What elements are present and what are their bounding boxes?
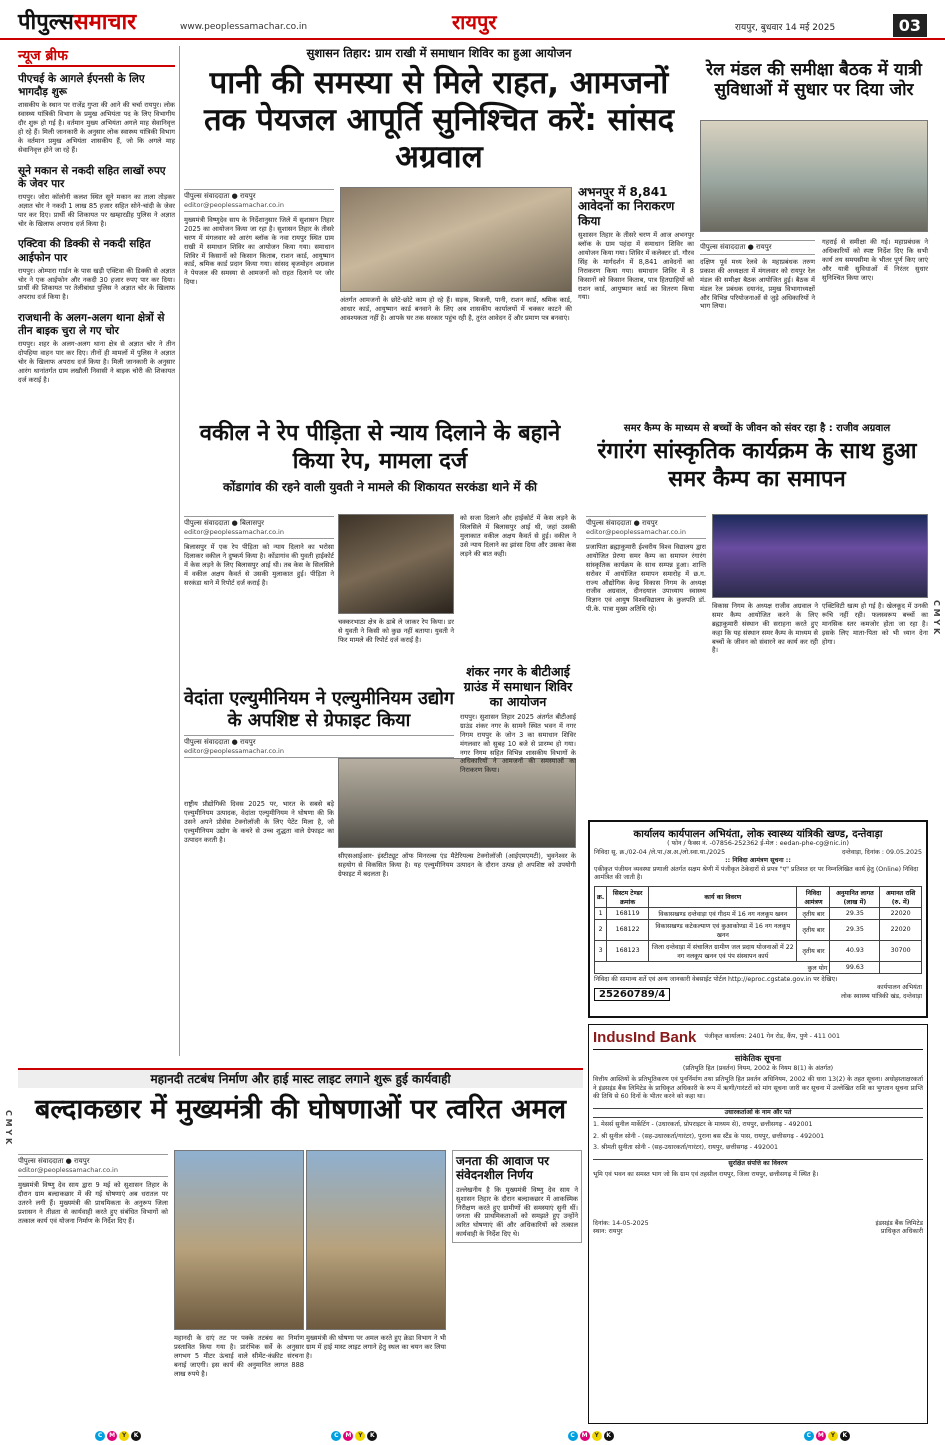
bank-logo: IndusInd Bank — [593, 1029, 697, 1046]
crime-photo — [338, 514, 454, 614]
lead-body-continued: अंतर्गत आमजनों के छोटे-छोटे काम हो रहे हैं। सड़क, बिजली, पानी, राशन कार्ड, श्रमिक कार्ड, आधार कार्ड, आयुष्मान कार्ड बनवाने के लिए अब शासकीय कार्यालयों में चक्कर काटने की आवश्यकता नहीं है। आपके घर तक सरकार पहुंच रही है, तुरंत आवेदन दें और प्रमाण पत्र बनवाएं। — [340, 296, 572, 322]
secured-text: भूमि एवं भवन का समस्त भाग जो कि ग्राम एवं तहसील रायपुर, जिला रायपुर, छत्तीसगढ़ में स्थित है। — [593, 1171, 819, 1179]
lead-headline: पानी की समस्या से मिले राहत, आमजनों तक पेयजल आपूर्ति सुनिश्चित करें: सांसद अग्रवाल — [203, 65, 675, 176]
janata-headline: जनता की आवाज पर संवेदनशील निर्णय — [456, 1154, 550, 1183]
mahanadi-photo-1 — [174, 1150, 304, 1330]
crime-story-body — [184, 512, 334, 587]
byline-text: पीपुल्स संवाददाता ● रायपुर — [18, 1157, 90, 1165]
crime-body-2: चक्करभाठा क्षेत्र के ढाबे ले जाकर रेप किया। डर से युवती ने किसी को कुछ नहीं बताया। युवती ने फिर मामले की रिपोर्ट दर्ज कराई है। — [338, 618, 454, 644]
brief-item — [18, 238, 175, 302]
rail-story-body — [700, 236, 815, 311]
table-cell: 40.93 — [830, 940, 880, 961]
table-cell: 22020 — [880, 907, 922, 919]
crime-byline — [184, 516, 334, 539]
brief-body: रायपुर। शहर के अलग-अलग थाना क्षेत्र से अज्ञात चोर ने तीन दोपहिया वाहन पार कर दिए। तीनों ही मामलों में पुलिस ने अज्ञात चोर के खिलाफ अपराध दर्ज किया है। मिली जानकारी के अनुसार आरंग थानांतर्गत ग्राम लखौली निवासी ने बाइक चोरी की शिकायत दर्ज कराई है। — [18, 340, 175, 385]
summer-camp-body-3: एक्टिविटी खत्म हो गई है। खेलकूद में उनकी रूचि नहीं रही। फलस्वरूप बच्चों का मानसिक स्तर कमजोर होता जा रहा है। इसके लिए माता-पिता को भी ध्यान देना होगा। — [822, 602, 928, 646]
table-cell: 3 — [595, 940, 607, 961]
vedanta-byline — [184, 735, 454, 758]
lead-body: मुख्यमंत्री विष्णुदेव साय के निर्देशानुसार जिले में सुशासन तिहार 2025 का आयोजन किया जा रहा है। सुशासन तिहार के तीसरे चरण में मंगलवार को आरंग ब्लॉक के नवा रायपुर स्थित ग्राम राखी में समाधान शिविर का आयोजन किया गया। समाधान शिविर में किसानों को किसान किताब, राशन कार्ड, आयुष्मान कार्ड, श्रमिक कार्ड प्रदान किया गया। सांसद बृजमोहन अग्रवाल ने पेयजल की समस्या से आमजनों को राहत दिलाने पर जोर दिया। — [184, 216, 334, 287]
table-cell: 168122 — [607, 919, 649, 940]
mahanadi-byline — [18, 1154, 168, 1177]
tender-ref-row — [594, 849, 922, 858]
tender-table-header — [595, 886, 922, 907]
logo-left-text: पीपुल्स — [18, 10, 74, 35]
crime-story — [184, 420, 576, 495]
site-url: www.peoplessamachar.co.in — [180, 22, 308, 32]
bank-place: स्थान: रायपुर — [593, 1228, 623, 1236]
summer-camp-story — [586, 420, 928, 493]
dateline: रायपुर, बुधवार 14 मई 2025 — [735, 23, 836, 33]
summer-camp-body: प्रजापिता ब्रह्माकुमारी ईश्वरीय विश्व विद्यालय द्वारा आयोजित प्रेरणा समर कैम्प का समापन रंगारंग सांस्कृतिक कार्यक्रम के साथ सम्पन्न हुआ। शान्ति सरोवर में आयोजित समापन समारोह में छ.ग. राज्य औद्योगिक केन्द्र विकास निगम के अध्यक्ष राजीव अग्रवाल, दीनदयाल उपाध्याय स्वास्थ्य विज्ञान एवं आयुष विश्वविद्यालय के कुलपति डॉ. पी.के. पात्रा मुख्य अतिथि रहे। — [586, 543, 706, 614]
table-cell: 2 — [595, 919, 607, 940]
print-registration-bar — [0, 1428, 945, 1444]
signatory-office: लोक स्वास्थ्य यांत्रिकी खंड, दन्तेवाड़ा — [840, 992, 922, 1000]
shankar-headline: शंकर नगर के बीटीआई ग्राउंड में समाधान शिविर का आयोजन — [463, 664, 573, 709]
cmyk-marks: C M Y K — [331, 1431, 377, 1441]
brief-headline: पीएचई के आगले ईएनसी के लिए भागदौड़ शुरू — [18, 73, 145, 99]
mahanadi-body: मुख्यमंत्री विष्णु देव साय द्वारा 9 मई को सुशासन तिहार के दौरान ग्राम बल्दाकछार में की गई घोषणाएं अब धरातल पर उतरने लगी हैं। मुख्यमंत्री की प्राथमिकता के अनुरूप जिला प्रशासन ने तीव्रता से कार्यवाही करते हुए संबंधित विभागों को तत्काल कार्य एवं योजना निर्माण के निर्देश दिए हैं। — [18, 1181, 168, 1225]
borrower-item: 2. श्री सुनील सोनी - (सह-उधारकर्ता/गारंटर), पुराना बस स्टैंड के पास, रायपुर, छत्तीसगढ़ - 492001 — [593, 1132, 825, 1140]
mahanadi-body-wrap — [18, 1150, 168, 1225]
table-cell: विकासखण्ड कटेकल्याण एवं कुआकोण्डा में 16 नग नलकूप खनन — [649, 919, 797, 940]
brief-item — [18, 312, 175, 385]
borrower-item: 3. श्रीमती सुनीता सोनी - (सह-उधारकर्ता/गारंटर), रायपुर, छत्तीसगढ़ - 492001 — [593, 1144, 779, 1152]
bank-date: दिनांक: 14-05-2025 — [593, 1219, 649, 1227]
abhanpur-headline: अभनपुर में 8,841 आवेदनों का निराकरण किया — [578, 185, 675, 228]
byline-text: पीपुल्स संवाददाता ● रायपुर — [184, 192, 256, 200]
rail-photo — [700, 120, 928, 232]
column-header: अनुमानित लागत (लाख में) — [830, 886, 880, 907]
cmyk-marks: C M Y K — [804, 1431, 850, 1441]
shankar-story — [460, 664, 576, 775]
table-row — [595, 907, 922, 919]
byline-email: editor@peoplessamachar.co.in — [184, 747, 284, 756]
brief-item — [18, 73, 175, 155]
tender-footer: निविदा की सामान्य शर्ते एवं अन्य जानकारी वेबसाईट पोर्टल http://eproc.cgstate.gov.in पर देखिए। — [594, 975, 838, 983]
mahanadi-photo-2 — [306, 1150, 446, 1330]
rail-body-continued: गहराई से समीक्षा की गई। महाप्रबंधक ने अधिकारियों को स्पष्ट निर्देश दिए कि सभी कार्य तय समयसीमा के भीतर पूर्ण किए जाएं और यात्री सुविधाओं में निरंतर सुधार सुनिश्चित किया जाए। — [822, 238, 928, 282]
news-brief-title: न्यूज ब्रीफ — [18, 46, 175, 67]
byline-text: पीपुल्स संवाददाता ● रायपुर — [586, 519, 658, 527]
lead-kicker: सुशासन तिहार: ग्राम राखी में समाधान शिविर का हुआ आयोजन — [306, 46, 572, 60]
table-cell: विकासखण्ड दन्तेवाड़ा एवं गीदम में 16 नग नलकूप खनन — [649, 907, 797, 919]
byline-email: editor@peoplessamachar.co.in — [586, 528, 686, 536]
bank-notice-text: वित्तीय आस्तियों के प्रतिभूतिकरण एवं पुनर्निर्माण तथा प्रतिभूति हित प्रवर्तन अधिनियम, 2002 की धारा 13(2) के तहत सूचना। अधोहस्ताक्षरकर्ता ने इंडसइंड बैंक लिमिटेड के प्राधिकृत अधिकारी के रूप में ऋणी/गारंटरों को मांग सूचना जारी कर सूचना में उल्लेखित राशि का भुगतान सूचना प्राप्ति की तिथि से 60 दिनों के भीतर करने को कहा था। — [593, 1076, 923, 1101]
table-cell: 168119 — [607, 907, 649, 919]
janata-body: उल्लेखनीय है कि मुख्यमंत्री विष्णु देव साय ने सुशासन तिहार के दौरान बल्दाकछार में आकस्मिक निरीक्षण करते हुए ग्रामीणों की समस्याएं सुनी थीं। जनता की प्राथमिकताओं को समझते हुए उन्होंने त्वरित घोषणाएं कीं और अधिकारियों को तत्काल कार्यवाही के निर्देश दिए थे। — [456, 1185, 578, 1239]
tender-intro: एकीकृत पंजीयन व्यवस्था प्रणाली अंतर्गत सक्षम श्रेणी में पंजीकृत ठेकेदारों से प्रपत्र "ए" प्रतिशत दर पर निम्नलिखित कार्य हेतु (Online) निविदा आमंत्रित की जाती है। — [594, 865, 919, 881]
tender-title: कार्यालय कार्यपालन अभियंता, लोक स्वास्थ्य यांत्रिकी खण्ड, दन्तेवाड़ा — [633, 829, 883, 840]
byline-email: editor@peoplessamachar.co.in — [18, 1166, 118, 1174]
summer-camp-body-2: विकास निगम के अध्यक्ष राजीव अग्रवाल ने समर कैम्प आयोजित करने के लिए ब्रह्माकुमारी संस्थान की सराहना करते हुए कहा कि यह संस्थान समर कैम्प के माध्यम से बच्चों के जीवन को संवारने का कार्य कर रही है। — [712, 602, 818, 655]
bank-address: पंजीकृत कार्यालय: 2401 गेन रोड, कैंप, पुणे - 411 001 — [704, 1033, 840, 1041]
summer-camp-body-wrap — [586, 512, 706, 614]
total-label: कुल योग — [595, 961, 830, 973]
lead-story-body — [184, 185, 334, 287]
signatory-title: प्राधिकृत अधिकारी — [880, 1228, 923, 1236]
vedanta-body-2: सीएसआईआर- इंस्टीट्यूट ऑफ मिनरल्स एंड मैटेरियल्स टेक्नोलॉजी (आईएमएमटी), भुवनेश्वर के सहयोग से विकसित किया है। यह एल्युमीनियम उत्पादन के दौरान उत्पन्न हो अपशिष्ट को उपयोगी ग्रेफाइट में बदलता है। — [338, 852, 576, 878]
total-value: 99.63 — [830, 961, 880, 973]
column-header: निविदा आमंत्रण — [797, 886, 830, 907]
tender-contact: ( फोन / फैक्स नं. -07856-252362 ई-मेल : eedan-phe-cg@nic.in) — [667, 840, 849, 847]
summer-camp-photo — [712, 514, 928, 598]
vedanta-story — [184, 688, 454, 758]
signatory-title: कार्यपालन अभियंता — [877, 984, 922, 991]
rail-story — [700, 60, 928, 101]
table-cell: तृतीय बार — [797, 907, 830, 919]
table-total-row — [595, 961, 922, 973]
vedanta-headline: वेदांता एल्युमीनियम ने एल्युमीनियम उद्योग के अपशिष्ट से ग्रेफाइट किया — [184, 688, 455, 731]
summer-camp-byline — [586, 516, 706, 539]
borrowers-title: उधारकर्ताओं के नाम और पते — [593, 1108, 923, 1119]
newspaper-logo — [18, 6, 136, 36]
tender-table — [594, 886, 922, 974]
byline-email: editor@peoplessamachar.co.in — [184, 528, 284, 536]
page-number: 03 — [893, 14, 927, 37]
byline-email: editor@peoplessamachar.co.in — [184, 201, 284, 209]
column-header: अमानत राशि (रु. में) — [880, 886, 922, 907]
lead-byline — [184, 189, 334, 212]
city-title: रायपुर — [452, 10, 497, 34]
mahanadi-headline: बल्दाकछार में मुख्यमंत्री की घोषणाओं पर त्वरित अमल — [34, 1094, 567, 1125]
bank-signatory — [876, 1220, 923, 1237]
bank-date-place — [593, 1220, 649, 1237]
table-cell: 168123 — [607, 940, 649, 961]
shankar-body: रायपुर। सुशासन तिहार 2025 अंतर्गत बीटीआई ग्राउंड शंकर नगर के सामने स्थित भवन में नगर निगम रायपुर के जोन 3 का समाधान शिविर मंगलवार को सुबह 10 बजे से प्रारम्भ हो गया। नगर निगम सहित विभिन्न शासकीय विभागों के अधिकारियों ने आमजनों की समस्याओं का निराकरण किया। — [460, 713, 576, 775]
brief-headline: एक्टिवा की डिक्की से नकदी सहित आईफोन पार — [18, 238, 151, 264]
cmyk-marks: C M Y K — [568, 1431, 614, 1441]
brief-headline: राजधानी के अलग-अलग थाना क्षेत्रों से तीन बाइक चुरा ले गए चोर — [18, 312, 165, 338]
janata-story — [452, 1150, 582, 1243]
table-cell — [880, 961, 922, 973]
table-cell: 22020 — [880, 919, 922, 940]
brief-body: शासकीय के स्थान पर राजेंद्र गुप्ता की आने की चर्चा रायपुर। लोक स्वास्थ्य यांत्रिकी विभाग के प्रमुख अभियंता पद के लिए विभागीय दौर शुरू हो गई है। वर्तमान मुख्य अभियंता अगले माह सेवानिवृत्त हो रहे हैं। मिली जानकारी के अनुसार लोक स्वास्थ्य यांत्रिकी विभाग के वर्तमान प्रमुख अभियंता शासकीय हैं, जो कि अगले माह सेवानिवृत्त होने जा रहे हैं। — [18, 101, 175, 154]
table-row — [595, 919, 922, 940]
table-cell: तृतीय बार — [797, 940, 830, 961]
brief-body: रायपुर। जोरा कॉलोनी कलश स्थित सूने मकान का ताला तोड़कर अज्ञात चोर ने नकदी 1 लाख 85 हजार सहित सोने-चांदी के जेवर पार कर दिए। प्रार्थी की शिकायत पर खम्हारडीह पुलिस ने अज्ञात चोर के खिलाफ अपराध दर्ज किया है। — [18, 192, 175, 228]
mahanadi-caption-body: महानदी के दाएं तट पर पक्के तटबंध का निर्माण प्रस्तावित किया गया है। प्रारंभिक सर्वे के अनुसार लगभग 5 मीटर ऊंचाई वाले सीमेंट-कंक्रीट संरचना बनाई जाएगी। इस कार्य की अनुमानित लागत 888 लाख रुपये है। — [174, 1334, 304, 1378]
column-header: कार्य का विवरण — [649, 886, 797, 907]
bank-notice-sub: (प्रतिभूति हित (प्रवर्तन) नियम, 2002 के नियम 8(1) के अंतर्गत) — [682, 1064, 834, 1072]
byline-text: पीपुल्स संवाददाता ● रायपुर — [184, 738, 256, 747]
bank-name: इंडसइंड बैंक लिमिटेड — [875, 1219, 923, 1227]
abhanpur-body: सुशासन तिहार के तीसरे चरण में आज अभनपुर ब्लॉक के ग्राम पहंदा में समाधान शिविर का आयोजन किया गया। शिविर में कलेक्टर डॉ. गौरव सिंह के मार्गदर्शन में 8,841 आवेदनों का निराकरण किया गया। समाधान शिविर में 8 किसानों को किसान किताब, पात्र हितग्राहियों को राशन कार्ड, आयुष्मान कार्ड का वितरण किया गया। — [578, 231, 695, 302]
rail-byline: पीपुल्स संवाददाता ● रायपुर — [700, 240, 815, 255]
logo-right-text: समाचार — [73, 10, 137, 35]
table-cell: 29.35 — [830, 907, 880, 919]
byline-text: पीपुल्स संवाददाता ● बिलासपुर — [184, 519, 264, 527]
crime-body-3: को सजा दिलाने और हाईकोर्ट में केस लड़ने के सिलसिले में बिलासपुर आई थी, जहां उसकी मुलाकात वकील अक्षय कैवर्त से हुई। वकील ने उसे न्याय दिलाने का झांसा दिया और उसका केस लड़ने की बात कही। — [460, 514, 576, 558]
bank-advertisement — [588, 1024, 928, 1424]
borrower-item: 1. मेसर्स सुनील मार्केटिंग - (उधारकर्ता, प्रोपराइटर के माध्यम से), रायपुर, छत्तीसगढ़ - 492001 — [593, 1121, 813, 1129]
bank-header — [593, 1029, 923, 1050]
tender-advertisement — [588, 820, 928, 1018]
rail-headline: रेल मंडल की समीक्षा बैठक में यात्री सुविधाओं में सुधार पर दिया जोर — [706, 60, 922, 101]
registration-mark-left: C M Y K — [4, 1110, 13, 1145]
crime-body: बिलासपुर में एक रेप पीड़िता को न्याय दिलाने का भरोसा दिलाकर वकील ने दुष्कर्म किया है। कोंडागांव की युवती हाईकोर्ट में केस लड़ने के लिए बिलासपुर आई थी। तब केस के सिलसिले में वकील अक्षय कैवर्त से उसकी मुलाकात हुई। पीड़िता ने सरकंडा थाने में रिपोर्ट दर्ज कराई है। — [184, 543, 334, 587]
rail-body: दक्षिण पूर्व मध्य रेलवे के महाप्रबंधक तरुण प्रकाश की अध्यक्षता में मंगलवार को रायपुर रेल मंडल की समीक्षा बैठक आयोजित हुई। बैठक में मंडल रेल प्रबंधक दयानंद, प्रमुख विभागाध्यक्षों और विभिन्न परियोजनाओं से जुड़े अधिकारियों ने भाग लिया। — [700, 258, 815, 311]
table-cell: 1 — [595, 907, 607, 919]
mahanadi-banner: महानदी तटबंध निर्माण और हाई मास्ट लाइट लगाने शुरू हुई कार्यवाही — [18, 1068, 583, 1088]
tender-notice-title: :: निविदा आमंत्रण सूचना :: — [725, 857, 791, 864]
tender-sign-row — [594, 984, 922, 1001]
secured-title: सुरक्षित संपत्ति का विवरण — [593, 1159, 923, 1169]
bank-sign-row — [593, 1220, 923, 1237]
tender-signatory — [841, 984, 922, 1001]
bank-notice-title: सांकेतिक सूचना — [734, 1054, 782, 1063]
masthead — [0, 0, 945, 40]
registration-mark-right: C M Y K — [932, 600, 941, 635]
tender-code: 25260789/4 — [594, 988, 670, 1001]
table-cell: तृतीय बार — [797, 919, 830, 940]
mahanadi-caption-body-2: मुख्यमंत्री की घोषणा पर अमल करते हुए क्रेडा विभाग ने भी ग्राम में हाई मास्ट लाइट लगाने हेतु स्थल का चयन कर लिया है। — [306, 1334, 446, 1360]
mahanadi-story — [18, 1094, 583, 1126]
summer-camp-kicker: समर कैम्प के माध्यम से बच्चों के जीवन को संवर रहा है : राजीव अग्रवाल — [623, 423, 891, 434]
vedanta-body: राष्ट्रीय प्रौद्योगिकी दिवस 2025 पर, भारत के सबसे बड़े एल्युमीनियम उत्पादक, वेदांता एल्युमीनियम ने घोषणा की कि उसने अपने प्रोसेस टेक्नोलॉजी के लिए पेटेंट मिला है, जो एल्युमीनियम उद्योग के कचरे से उच्च शुद्धता वाले ग्रेफाइट का उत्पादन करती है। — [184, 800, 334, 844]
brief-body: रायपुर। ओम्पारा गार्डन के पास खड़ी एक्टिवा की डिक्की से अज्ञात चोर ने एक आईफोन और नकदी 30 हजार रुपए पार कर दिया। प्रार्थी की शिकायत पर तेलीबांधा पुलिस ने अज्ञात चोर के खिलाफ अपराध दर्ज किया है। — [18, 266, 175, 302]
table-cell: जिला दन्तेवाड़ा में संचालित ग्रामीण जल प्रदाय योजनाओं में 22 नग नलकूप खनन एवं पंप संस्थापन कार्य — [649, 940, 797, 961]
table-cell: 30700 — [880, 940, 922, 961]
cmyk-marks: C M Y K — [95, 1431, 141, 1441]
news-brief-column — [18, 46, 180, 1056]
lead-photo — [340, 187, 572, 292]
table-row — [595, 940, 922, 961]
tender-date: दन्तेवाड़ा, दिनांक : 09.05.2025 — [841, 848, 922, 856]
column-header: सिस्टम टेण्डर क्रमांक — [607, 886, 649, 907]
tender-ref: निविदा सू. क्र./02-04 /ले.पा./अ.अ./लो.स्वा.या./2025 — [594, 848, 726, 856]
brief-item — [18, 165, 175, 229]
table-cell: 29.35 — [830, 919, 880, 940]
summer-camp-headline: रंगारंग सांस्कृतिक कार्यक्रम के साथ हुआ समर कैम्प का समापन — [597, 439, 917, 492]
lead-story — [184, 46, 694, 177]
abhanpur-story — [578, 185, 694, 302]
crime-headline: वकील ने रेप पीड़िता से न्याय दिलाने के बहाने किया रेप, मामला दर्ज — [199, 421, 561, 474]
crime-subhead: कोंडागांव की रहने वाली युवती ने मामले की शिकायत सरकंडा थाने में की — [222, 480, 538, 494]
brief-headline: सूने मकान से नकदी सहित लाखों रुपए के जेवर पार — [18, 164, 166, 190]
column-header: क्र. — [595, 886, 607, 907]
